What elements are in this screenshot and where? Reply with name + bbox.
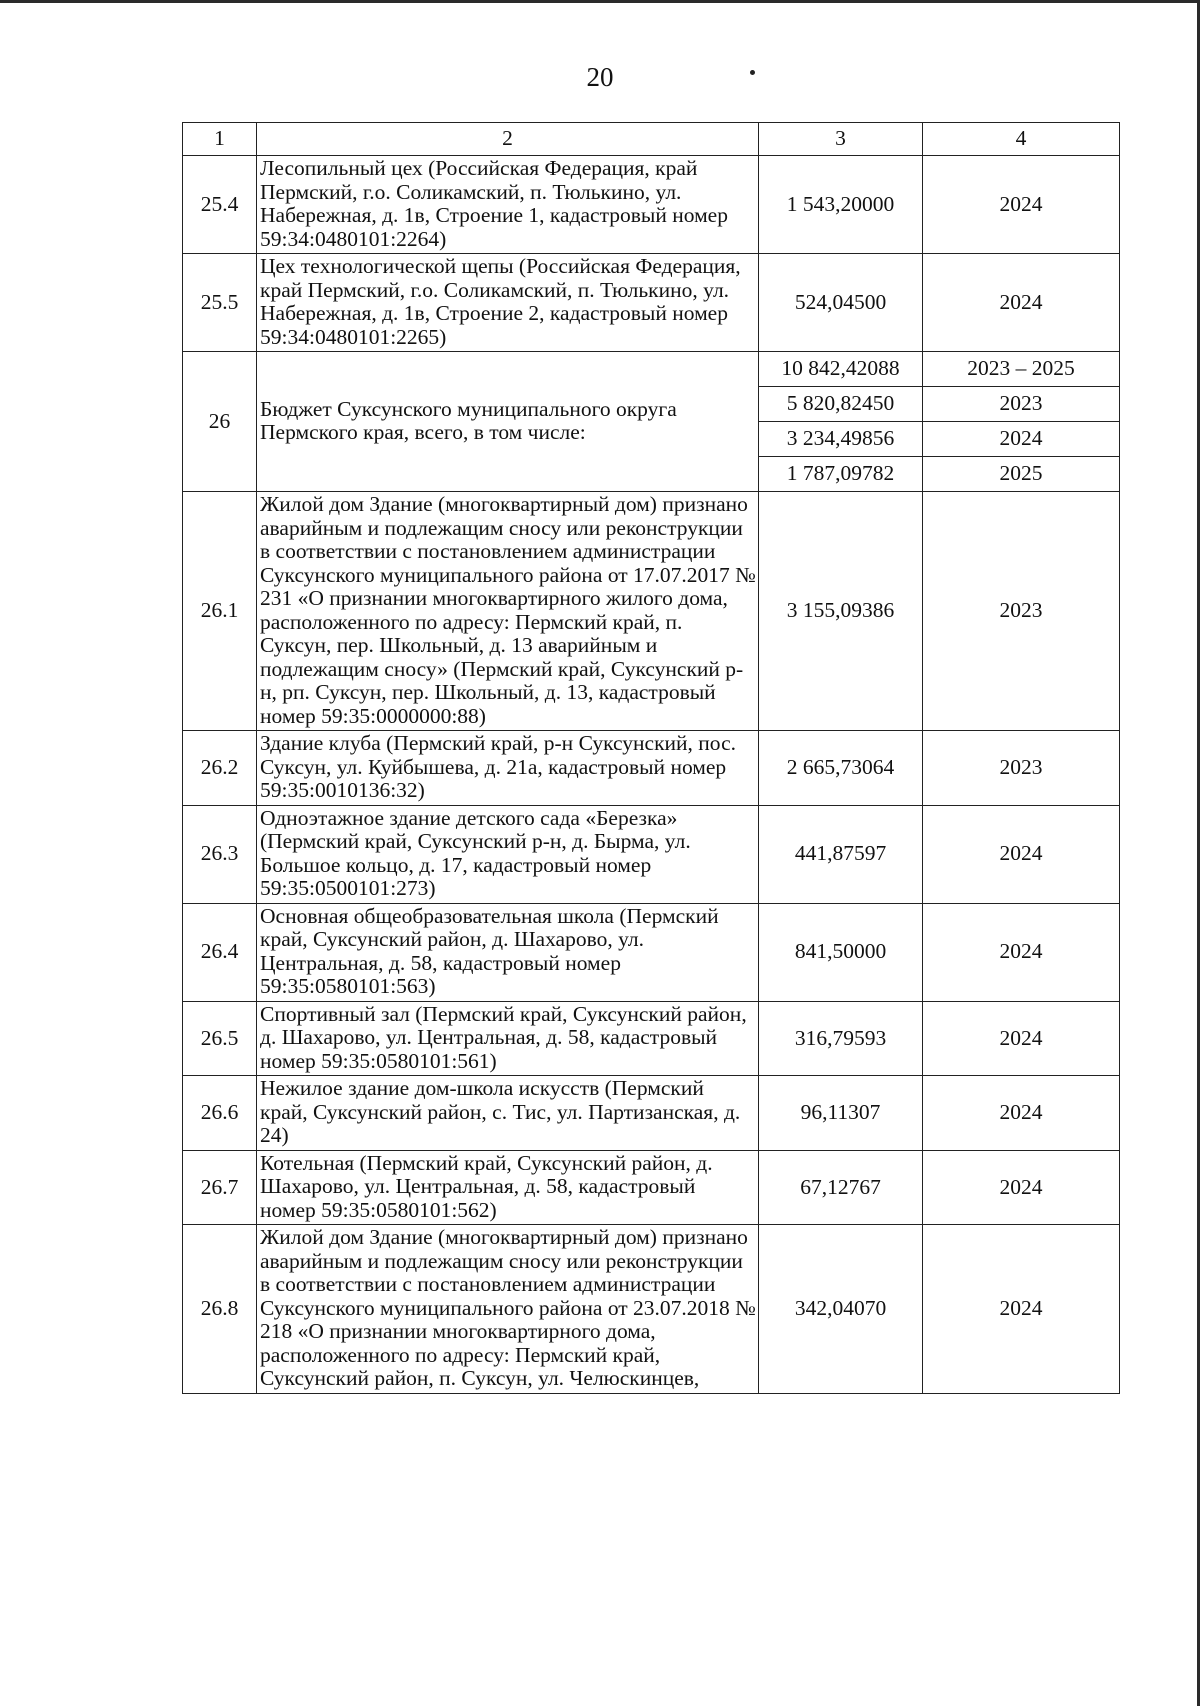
page-number: 20 xyxy=(586,62,614,92)
object-description: Одноэтажное здание детского сада «Березка» (Пермский край, Суксунский р-н, д. Бырма, ул. Большое кольцо, д. 17, кадастровый номер 59:35:0500101:273) xyxy=(257,805,759,903)
amount: 10 842,42088 xyxy=(759,352,923,387)
amount: 96,11307 xyxy=(759,1076,923,1151)
table-row xyxy=(183,254,1120,352)
scan-edge-top xyxy=(0,0,1200,3)
object-description: Жилой дом Здание (многоквартирный дом) признано аварийным и подлежащим сносу или реконструкции в соответствии с постановлением администрации Суксунского муниципального района от 17.07.2017 № 231 «О признании многоквартирного жилого дома, расположенного по адресу: Пермский край, п. Суксун, пер. Школьный, д. 13 аварийным и подлежащим сносу» (Пермский край, Суксунский р-н, рп. Суксун, пер. Школьный, д. 13, кадастровый номер 59:35:0000000:88) xyxy=(257,492,759,731)
budget-row xyxy=(183,352,1120,387)
row-number: 26 xyxy=(183,352,257,492)
table-header-row xyxy=(183,123,1120,156)
year: 2024 xyxy=(923,254,1120,352)
amount: 2 665,73064 xyxy=(759,731,923,806)
table-row xyxy=(183,1076,1120,1151)
amount: 841,50000 xyxy=(759,903,923,1001)
year: 2024 xyxy=(923,1001,1120,1076)
amount: 3 234,49856 xyxy=(759,422,923,457)
objects-table xyxy=(182,122,1120,1394)
year: 2024 xyxy=(923,1076,1120,1151)
year: 2024 xyxy=(923,805,1120,903)
table-row xyxy=(183,156,1120,254)
year: 2023 – 2025 xyxy=(923,352,1120,387)
row-number: 26.1 xyxy=(183,492,257,731)
row-number: 26.5 xyxy=(183,1001,257,1076)
amount: 524,04500 xyxy=(759,254,923,352)
year: 2024 xyxy=(923,1150,1120,1225)
object-description: Котельная (Пермский край, Суксунский район, д. Шахарово, ул. Центральная, д. 58, кадастровый номер 59:35:0580101:562) xyxy=(257,1150,759,1225)
row-number: 25.5 xyxy=(183,254,257,352)
amount: 3 155,09386 xyxy=(759,492,923,731)
table-row xyxy=(183,903,1120,1001)
year: 2023 xyxy=(923,492,1120,731)
object-description: Здание клуба (Пермский край, р-н Суксунский, пос. Суксун, ул. Куйбышева, д. 21а, кадастровый номер 59:35:0010136:32) xyxy=(257,731,759,806)
table-row xyxy=(183,1001,1120,1076)
amount: 441,87597 xyxy=(759,805,923,903)
amount: 67,12767 xyxy=(759,1150,923,1225)
column-header: 4 xyxy=(923,123,1120,156)
scan-speck xyxy=(750,70,755,75)
year: 2023 xyxy=(923,731,1120,806)
table-row xyxy=(183,805,1120,903)
year: 2025 xyxy=(923,457,1120,492)
object-description: Нежилое здание дом-школа искусств (Пермский край, Суксунский район, с. Тис, ул. Партизанская, д. 24) xyxy=(257,1076,759,1151)
column-header: 1 xyxy=(183,123,257,156)
row-number: 25.4 xyxy=(183,156,257,254)
object-description: Спортивный зал (Пермский край, Суксунский район, д. Шахарово, ул. Центральная, д. 58, кадастровый номер 59:35:0580101:561) xyxy=(257,1001,759,1076)
row-number: 26.4 xyxy=(183,903,257,1001)
object-description: Жилой дом Здание (многоквартирный дом) признано аварийным и подлежащим сносу или реконструкции в соответствии с постановлением администрации Суксунского муниципального района от 23.07.2018 № 218 «О признании многоквартирного дома, расположенного по адресу: Пермский край, Суксунский район, п. Суксун, ул. Челюскинцев, xyxy=(257,1225,759,1394)
table-row xyxy=(183,1225,1120,1394)
amount: 342,04070 xyxy=(759,1225,923,1394)
amount: 1 543,20000 xyxy=(759,156,923,254)
table-row xyxy=(183,492,1120,731)
column-header: 2 xyxy=(257,123,759,156)
row-number: 26.7 xyxy=(183,1150,257,1225)
year: 2024 xyxy=(923,422,1120,457)
row-number: 26.3 xyxy=(183,805,257,903)
year: 2024 xyxy=(923,1225,1120,1394)
object-description: Цех технологической щепы (Российская Федерация, край Пермский, г.о. Соликамский, п. Тюлькино, ул. Набережная, д. 1в, Строение 2, кадастровый номер 59:34:0480101:2265) xyxy=(257,254,759,352)
amount: 5 820,82450 xyxy=(759,387,923,422)
column-header: 3 xyxy=(759,123,923,156)
object-description: Лесопильный цех (Российская Федерация, край Пермский, г.о. Соликамский, п. Тюлькино, ул. Набережная, д. 1в, Строение 1, кадастровый номер 59:34:0480101:2264) xyxy=(257,156,759,254)
table-row xyxy=(183,731,1120,806)
row-number: 26.2 xyxy=(183,731,257,806)
row-number: 26.6 xyxy=(183,1076,257,1151)
table-row xyxy=(183,1150,1120,1225)
year: 2024 xyxy=(923,903,1120,1001)
row-number: 26.8 xyxy=(183,1225,257,1394)
budget-description: Бюджет Суксунского муниципального округа Пермского края, всего, в том числе: xyxy=(257,352,759,492)
year: 2023 xyxy=(923,387,1120,422)
year: 2024 xyxy=(923,156,1120,254)
amount: 1 787,09782 xyxy=(759,457,923,492)
object-description: Основная общеобразовательная школа (Пермский край, Суксунский район, д. Шахарово, ул. Центральная, д. 58, кадастровый номер 59:35:0580101:563) xyxy=(257,903,759,1001)
amount: 316,79593 xyxy=(759,1001,923,1076)
